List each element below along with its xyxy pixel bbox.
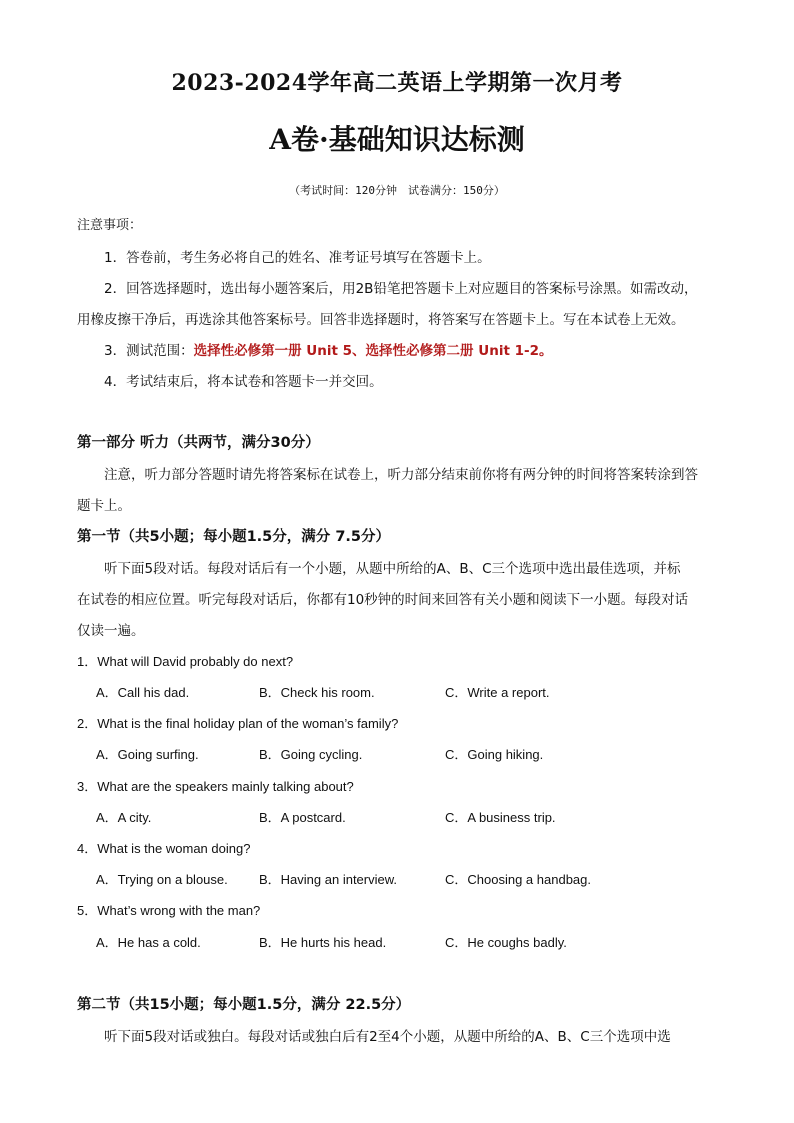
exam-info: （考试时间：120分钟 试卷满分：150分） bbox=[289, 184, 505, 197]
notice-item-3 bbox=[104, 339, 552, 359]
section1-instruction-line-3: 仅读一遍。 bbox=[77, 623, 145, 639]
question-4-option-a: A．Trying on a blouse. bbox=[96, 872, 228, 887]
question-2-stem: 2．What is the final holiday plan of the woman’s family? bbox=[77, 716, 399, 731]
question-1-stem: 1．What will David probably do next? bbox=[77, 654, 294, 669]
question-1-option-a: A．Call his dad. bbox=[96, 685, 190, 700]
notice-heading: 注意事项： bbox=[77, 218, 143, 233]
question-3-option-c: C．A business trip. bbox=[445, 810, 556, 825]
question-2-option-a: A．Going surfing. bbox=[96, 747, 199, 762]
section2-instruction-line-1: 听下面5段对话或独白。每段对话或独白后有2至4个小题，从题中所给的A、B、C三个选项中选 bbox=[104, 1029, 671, 1045]
part1-note-line-1: 注意，听力部分答题时请先将答案标在试卷上，听力部分结束前你将有两分钟的时间将答案转涂到答 bbox=[104, 467, 698, 483]
notice-item-2-line-1: 2．回答选择题时，选出每小题答案后，用2B铅笔把答题卡上对应题目的答案标号涂黑。如需改动， bbox=[104, 281, 698, 297]
section1-heading: 第一节（共5小题；每小题1.5分，满分 7.5分） bbox=[77, 529, 391, 545]
section1-instruction-line-1: 听下面5段对话。每段对话后有一个小题，从题中所给的A、B、C三个选项中选出最佳选项，并标 bbox=[104, 561, 681, 577]
test-range: 选择性必修第一册 Unit 5、选择性必修第二册 Unit 1-2 bbox=[193, 343, 539, 359]
part1-note-line-2: 题卡上。 bbox=[77, 498, 131, 514]
section1-instruction-line-2: 在试卷的相应位置。听完每段对话后，你都有10秒钟的时间来回答有关小题和阅读下一小题。每段对话 bbox=[77, 592, 689, 608]
question-5-option-a: A．He has a cold. bbox=[96, 935, 201, 950]
question-5-stem: 5．What’s wrong with the man? bbox=[77, 903, 261, 918]
question-4-stem: 4．What is the woman doing? bbox=[77, 841, 251, 856]
question-4-option-b: B．Having an interview. bbox=[259, 872, 398, 887]
notice-item-3-suffix: 。 bbox=[538, 343, 553, 359]
question-1-option-c: C．Write a report. bbox=[445, 685, 550, 700]
question-2-option-c: C．Going hiking. bbox=[445, 747, 544, 762]
notice-item-3-prefix: 3．测试范围： bbox=[104, 343, 194, 359]
notice-item-1: 1．答卷前，考生务必将自己的姓名、准考证号填写在答题卡上。 bbox=[104, 250, 491, 266]
notice-item-4: 4．考试结束后，将本试卷和答题卡一并交回。 bbox=[104, 374, 383, 390]
section2-heading: 第二节（共15小题；每小题1.5分，满分 22.5分） bbox=[77, 997, 411, 1013]
part1-heading: 第一部分 听力（共两节，满分30分） bbox=[77, 435, 320, 451]
question-5-option-b: B．He hurts his head. bbox=[259, 935, 387, 950]
question-1-option-b: B．Check his room. bbox=[259, 685, 375, 700]
question-4-option-c: C．Choosing a handbag. bbox=[445, 872, 591, 887]
exam-title: 2023-2024学年高二英语上学期第一次月考 bbox=[171, 70, 623, 96]
question-3-option-b: B．A postcard. bbox=[259, 810, 346, 825]
question-5-option-c: C．He coughs badly. bbox=[445, 935, 567, 950]
question-2-option-b: B．Going cycling. bbox=[259, 747, 363, 762]
question-3-option-a: A．A city. bbox=[96, 810, 152, 825]
notice-item-2-line-2: 用橡皮擦干净后，再选涂其他答案标号。回答非选择题时，将答案写在答题卡上。写在本试卷上无效。 bbox=[77, 312, 685, 328]
question-3-stem: 3．What are the speakers mainly talking about? bbox=[77, 779, 354, 794]
exam-subtitle: A卷·基础知识达标测 bbox=[269, 123, 525, 156]
